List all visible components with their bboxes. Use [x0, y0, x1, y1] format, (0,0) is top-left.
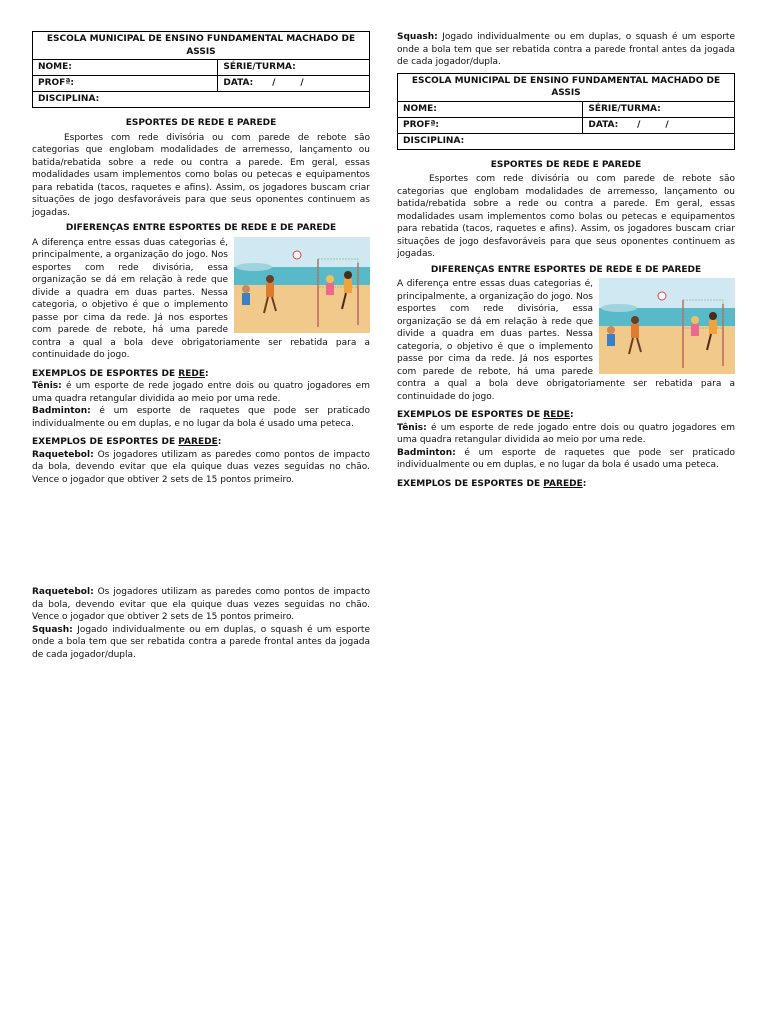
school-name: ESCOLA MUNICIPAL DE ENSINO FUNDAMENTAL MACHADO DE ASSIS: [33, 32, 370, 60]
badminton-item-2: Badminton: é um esporte de raquetes que pode ser praticado individualmente ou em duplas, e no lugar da bola é usado uma peteca.: [397, 447, 735, 470]
data-field: DATA: / /: [218, 76, 370, 92]
beach-volleyball-illustration-2: [599, 278, 735, 374]
data-field: DATA: / /: [583, 117, 735, 133]
differences-paragraph-2: A diferença entre essas duas categorias é, principalmente, a organização do jogo. Nos esportes com rede divisória, essa organização se dá em relação à rede que divide a quadra em duas partes. Nessa categoria, o objetivo é que o implemento passe por cima da rede. Já nos esportes com parede de rebote, há uma parede contra a qual a bola deve obrigatoriamente ser rebatida para a continuidade do jogo.: [397, 279, 735, 402]
squash-item-top: Squash: Jogado individualmente ou em duplas, o squash é um esporte onde a bola tem que ser rebatida contra a parede frontal antes da jogada de cada jogador/dupla.: [397, 32, 735, 67]
differences-title: DIFERENÇAS ENTRE ESPORTES DE REDE E DE PAREDE: [65, 223, 337, 233]
tenis-item-2: Tênis: é um esporte de rede jogado entre dois ou quatro jogadores em uma quadra retangular dividida ao meio por uma rede.: [397, 422, 735, 445]
disciplina-field: DISCIPLINA:: [33, 92, 370, 108]
prof-field: PROFª:: [33, 76, 218, 92]
rede-examples-title-2: EXEMPLOS DE ESPORTES DE REDE:: [397, 410, 574, 420]
school-name: ESCOLA MUNICIPAL DE ENSINO FUNDAMENTAL MACHADO DE ASSIS: [398, 73, 735, 101]
page-title: ESPORTES DE REDE E PAREDE: [125, 118, 277, 128]
header-table-2: [397, 73, 735, 150]
left-column: [32, 31, 370, 661]
disciplina-field: DISCIPLINA:: [398, 133, 735, 149]
raquetebol-item-repeat: Raquetebol: Os jogadores utilizam as paredes como pontos de impacto da bola, devendo evitar que ela quique duas vezes seguidas no chão. Vence o jogador que obtiver 2 sets de 15 pontos primeiro.: [32, 587, 370, 622]
parede-examples-title: EXEMPLOS DE ESPORTES DE PAREDE:: [32, 437, 222, 447]
serie-field: SÉRIE/TURMA:: [218, 60, 370, 76]
serie-field: SÉRIE/TURMA:: [583, 101, 735, 117]
right-column: [397, 31, 735, 490]
raquetebol-item: Raquetebol: Os jogadores utilizam as paredes como pontos de impacto da bola, devendo evitar que ela quique duas vezes seguidas no chão. Vence o jogador que obtiver 2 sets de 15 pontos primeiro.: [32, 449, 370, 485]
intro-paragraph-2: Esportes com rede divisória ou com parede de rebote são categorias que englobam modalidades de arremesso, lançamento ou batida/rebatida sobre a rede ou contra a parede. Em geral, essas modalidades usam implementos como bolas ou petecas e equipamentos para rebatida (tacos, raquetes e afins). Assim, os jogadores buscam criar situações de jogo desfavoráveis para que seus oponentes continuem as jogadas.: [397, 174, 735, 259]
tenis-item: Tênis: é um esporte de rede jogado entre dois ou quatro jogadores em uma quadra retangular dividida ao meio por uma rede.: [32, 381, 370, 404]
squash-item: Squash: Jogado individualmente ou em duplas, o squash é um esporte onde a bola tem que ser rebatida contra a parede frontal antes da jogada de cada jogador/dupla.: [32, 624, 370, 660]
rede-examples-title: EXEMPLOS DE ESPORTES DE REDE:: [32, 368, 209, 379]
nome-field: NOME:: [398, 101, 583, 117]
nome-field: NOME:: [33, 60, 218, 76]
differences-paragraph: A diferença entre essas duas categorias é, principalmente, a organização do jogo. Nos esportes com rede divisória, essa organização se dá em relação à rede que divide a quadra em duas partes. Nessa categoria, o objetivo é que o implemento passe por cima da rede. Já nos esportes com parede de rebote, há uma parede contra a qual a bola deve obrigatoriamente ser rebatida para a continuidade do jogo.: [32, 237, 370, 360]
differences-title-2: DIFERENÇAS ENTRE ESPORTES DE REDE E DE PAREDE: [430, 264, 702, 275]
beach-volleyball-illustration: [234, 237, 370, 333]
badminton-item: Badminton: é um esporte de raquetes que pode ser praticado individualmente ou em duplas, e no lugar da bola é usado uma peteca.: [32, 406, 370, 429]
prof-field: PROFª:: [398, 117, 583, 133]
parede-examples-title-2: EXEMPLOS DE ESPORTES DE PAREDE:: [397, 478, 587, 489]
intro-paragraph: Esportes com rede divisória ou com parede de rebote são categorias que englobam modalidades de arremesso, lançamento ou batida/rebatida sobre a rede ou contra a parede. Em geral, essas modalidades usam implementos como bolas ou petecas e equipamentos para rebatida (tacos, raquetes e afins). Assim, os jogadores buscam criar situações de jogo desfavoráveis para que seus oponentes continuem as jogadas.: [32, 132, 370, 218]
header-table: [32, 31, 370, 108]
page-title-2: ESPORTES DE REDE E PAREDE: [490, 159, 642, 170]
